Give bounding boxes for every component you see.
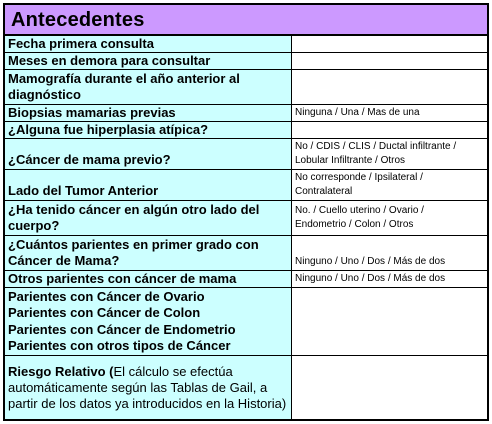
parientes-primer-grado-options[interactable]: Ninguno / Uno / Dos / Más de dos xyxy=(292,236,487,270)
otros-parientes-options[interactable]: Ninguno / Uno / Dos / Más de dos xyxy=(292,271,487,287)
row-label: ¿Alguna fue hiperplasia atípica? xyxy=(5,122,292,138)
row-label: Meses en demora para consultar xyxy=(5,53,292,69)
row-mamografia xyxy=(5,70,487,105)
row-parientes-otros-canceres xyxy=(5,288,487,356)
row-cancer-mama-previo xyxy=(5,139,487,170)
table-title-bar xyxy=(5,5,487,36)
lado-tumor-options[interactable]: No corresponde / Ipsilateral / Contralateral xyxy=(292,170,487,200)
row-label: ¿Cáncer de mama previo? xyxy=(5,139,292,169)
hiperplasia-field[interactable] xyxy=(292,122,487,138)
table-title: Antecedentes xyxy=(11,9,145,31)
row-cancer-otro-lado xyxy=(5,201,487,236)
meses-demora-field[interactable] xyxy=(292,53,487,69)
riesgo-relativo-label xyxy=(5,356,292,419)
cancer-mama-previo-options[interactable]: No / CDIS / CLIS / Ductal infiltrante / Lobular Infiltrante / Otros xyxy=(292,139,487,169)
row-label: ¿Cuántos parientes en primer grado con Cáncer de Mama? xyxy=(5,236,292,270)
fecha-primera-consulta-field[interactable] xyxy=(292,36,487,52)
row-biopsias xyxy=(5,105,487,122)
antecedentes-table xyxy=(3,3,489,421)
biopsias-options[interactable]: Ninguna / Una / Mas de una xyxy=(292,105,487,121)
row-meses-demora xyxy=(5,53,487,70)
row-lado-tumor xyxy=(5,170,487,201)
mamografia-field[interactable] xyxy=(292,70,487,104)
row-hiperplasia xyxy=(5,122,487,139)
row-label: Parientes con Cáncer de Ovario Parientes con Cáncer de Colon Parientes con Cáncer de Endometrio Parientes con otros tipos de Cáncer xyxy=(5,288,292,355)
row-label: Mamografía durante el año anterior al diagnóstico xyxy=(5,70,292,104)
parientes-otros-canceres-field[interactable] xyxy=(292,288,487,355)
row-label: Biopsias mamarias previas xyxy=(5,105,292,121)
row-riesgo-relativo xyxy=(5,356,487,419)
row-parientes-primer-grado xyxy=(5,236,487,271)
row-label: Fecha primera consulta xyxy=(5,36,292,52)
row-fecha-primera-consulta xyxy=(5,36,487,53)
riesgo-relativo-field[interactable] xyxy=(292,356,487,419)
row-label: ¿Ha tenido cáncer en algún otro lado del cuerpo? xyxy=(5,201,292,235)
cancer-otro-lado-options[interactable]: No. / Cuello uterino / Ovario / Endometrio / Colon / Otros xyxy=(292,201,487,235)
row-label: Lado del Tumor Anterior xyxy=(5,170,292,200)
row-otros-parientes xyxy=(5,271,487,288)
row-label: Otros parientes con cáncer de mama xyxy=(5,271,292,287)
riesgo-relativo-title: Riesgo Relativo ( xyxy=(8,363,114,379)
riesgo-relativo-note: El cálculo se efectúa automáticamente según las Tablas de Gail, a partir de los datos ya introducidos en la Historia) xyxy=(8,363,287,411)
